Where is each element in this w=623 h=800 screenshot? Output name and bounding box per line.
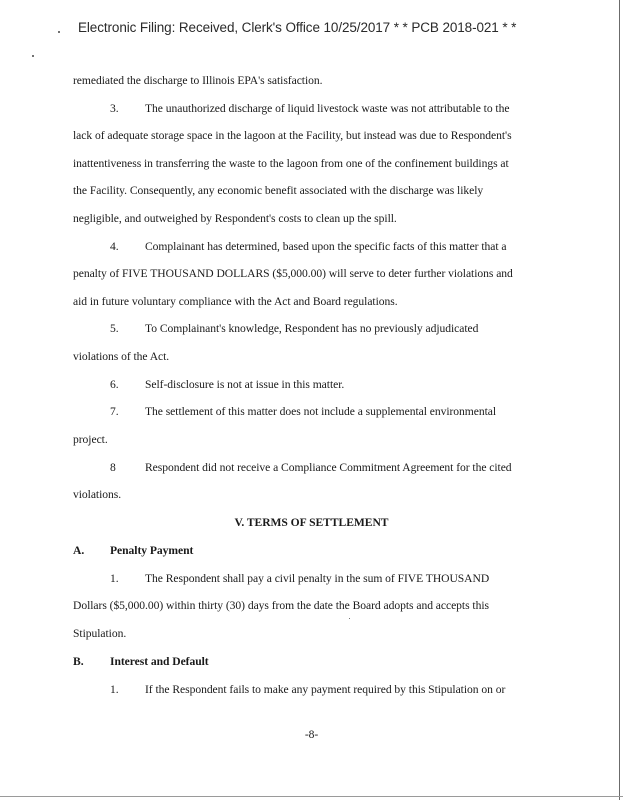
paragraph-line: aid in future voluntary compliance with the Act and Board regulations. <box>73 295 398 308</box>
scan-speck <box>32 55 34 57</box>
scan-speck <box>349 618 350 619</box>
filing-stamp: Electronic Filing: Received, Clerk's Office 10/25/2017 * * PCB 2018-021 * * <box>78 20 517 35</box>
paragraph-line: If the Respondent fails to make any payment required by this Stipulation on or <box>145 683 506 696</box>
paragraph-line: penalty of FIVE THOUSAND DOLLARS ($5,000.00) will serve to deter further violations and <box>73 267 513 280</box>
paragraph-line: violations of the Act. <box>73 350 170 363</box>
paragraph-number: 1. <box>110 572 119 585</box>
continued-line: remediated the discharge to Illinois EPA's satisfaction. <box>73 74 323 87</box>
page-edge-right <box>619 0 620 800</box>
paragraph-number: 3. <box>110 102 119 115</box>
subsection-title: Interest and Default <box>110 655 209 668</box>
subsection-letter: B. <box>73 655 84 668</box>
paragraph-line: The settlement of this matter does not include a supplemental environmental <box>145 405 497 418</box>
section-heading: V. TERMS OF SETTLEMENT <box>234 516 389 529</box>
subsection-title: Penalty Payment <box>110 544 194 557</box>
scan-speck <box>58 31 60 33</box>
paragraph-number: 4. <box>110 240 119 253</box>
paragraph-line: Complainant has determined, based upon the specific facts of this matter that a <box>145 240 507 253</box>
paragraph-line: Dollars ($5,000.00) within thirty (30) days from the date the Board adopts and accepts this <box>73 599 489 612</box>
paragraph-number: 1. <box>110 683 119 696</box>
paragraph-line: violations. <box>73 488 122 501</box>
paragraph-number: 8 <box>110 461 116 474</box>
subsection-letter: A. <box>73 544 85 557</box>
paragraph-number: 5. <box>110 322 119 335</box>
paragraph-line: Self-disclosure is not at issue in this matter. <box>145 378 345 391</box>
paragraph-line: project. <box>73 433 108 446</box>
paragraph-line: Respondent did not receive a Compliance Commitment Agreement for the cited <box>145 461 512 474</box>
paragraph-line: To Complainant's knowledge, Respondent has no previously adjudicated <box>145 322 479 335</box>
paragraph-line: The unauthorized discharge of liquid livestock waste was not attributable to the <box>145 102 510 115</box>
page-number: -8- <box>304 728 319 741</box>
paragraph-line: negligible, and outweighed by Respondent's costs to clean up the spill. <box>73 212 397 225</box>
paragraph-line: the Facility. Consequently, any economic benefit associated with the discharge was likely <box>73 184 484 197</box>
page-edge-bottom <box>0 796 623 797</box>
paragraph-line: lack of adequate storage space in the lagoon at the Facility, but instead was due to Respondent's <box>73 129 512 142</box>
paragraph-line: The Respondent shall pay a civil penalty in the sum of FIVE THOUSAND <box>145 572 490 585</box>
paragraph-number: 7. <box>110 405 119 418</box>
paragraph-number: 6. <box>110 378 119 391</box>
paragraph-line: Stipulation. <box>73 627 127 640</box>
paragraph-line: inattentiveness in transferring the waste to the lagoon from one of the confinement buildings at <box>73 157 509 170</box>
